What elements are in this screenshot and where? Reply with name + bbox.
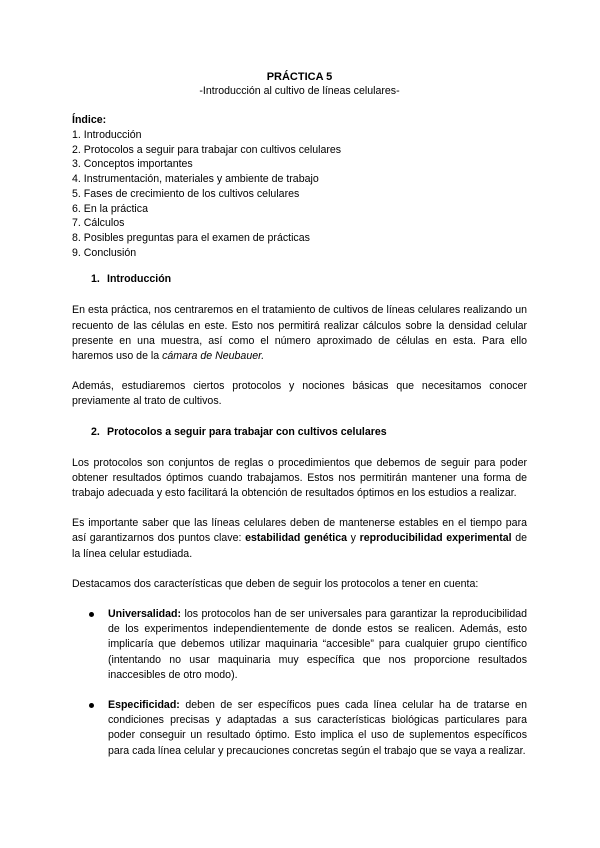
index-item: 4. Instrumentación, materiales y ambiente de trabajo [72,173,319,186]
bullet-term: Especificidad: [108,698,180,711]
index-item: 3. Conceptos importantes [72,158,193,171]
document-subtitle: -Introducción al cultivo de líneas celulares- [199,85,400,97]
bullet-paragraph [108,607,527,683]
section-heading-protocolos [91,425,527,439]
index-item: 6. En la práctica [72,202,148,215]
section-number: 2. [91,425,100,438]
list-item [72,607,527,683]
index-item: 9. Conclusión [72,246,137,259]
intro-paragraph-2: Además, estudiaremos ciertos protocolos y nociones básicas que necesitamos conocer previamente al trato de cultivos. [72,380,527,408]
key-term: estabilidad genética [245,532,348,545]
intro-paragraph-1 [72,303,527,364]
index-item: 8. Posibles preguntas para el examen de prácticas [72,231,310,244]
index-item: 1. Introducción [72,129,142,141]
bullet-text: los protocolos han de ser universales para garantizar la reproducibilidad de los experimentos independientemente de donde estos se realicen. Además, esto implicaría que debemos utilizar maquinaria “accesible” para cualquier grupo científico (intentando no usar maquinaria muy específica que nos proporcione resultados inaccesibles de otro modo). [108,607,527,681]
document-title: PRÁCTICA 5 [266,71,333,83]
index-item: 2. Protocolos a seguir para trabajar con cultivos celulares [72,143,342,156]
document-page [72,70,527,774]
section-title: Protocolos a seguir para trabajar con cultivos celulares [107,425,387,438]
protocols-text: de la línea celular estudiada. [72,532,527,560]
protocols-text: y [347,532,360,545]
index-item: 5. Fases de crecimiento de los cultivos celulares [72,187,300,200]
section-title: Introducción [107,273,172,286]
bullet-text: deben de ser específicos pues cada línea celular ha de tratarse en condiciones precisas y adaptadas a sus características biológicas particulares para poder conseguir un resultado óptimo. Esto implica el uso de suplementos específicos para cada línea celular y precauciones concretas según el trabajo que se vaya a realizar. [108,698,527,757]
neubauer-term: cámara de Neubauer. [162,349,265,362]
characteristics-list [72,607,527,759]
section-heading-introduccion [91,272,527,286]
index-heading: Índice: [72,114,107,126]
list-item [72,698,527,759]
bullet-term: Universalidad: [108,607,182,620]
key-term: reproducibilidad experimental [359,532,512,545]
bullet-paragraph [108,698,527,759]
bullet-icon [89,612,94,617]
protocols-paragraph-3: Destacamos dos características que deben de seguir los protocolos a tener en cuenta: [72,577,479,590]
section-number: 1. [91,273,100,286]
index-item: 7. Cálculos [72,217,125,230]
bullet-icon [89,703,94,708]
protocols-paragraph-2 [72,516,527,562]
index-list [72,128,527,260]
protocols-text: Es importante saber que las líneas celulares deben de mantenerse estables en el tiempo para así garantizarnos dos puntos clave: [72,517,527,545]
intro-text: En esta práctica, nos centraremos en el tratamiento de cultivos de líneas celulares realizando un recuento de las células en este. Esto nos permitirá realizar cálculos sobre la densidad celular presente en una muestra, así como el número aproximado de células en esta. Para ello haremos uso de la [72,304,527,362]
protocols-paragraph-1: Los protocolos son conjuntos de reglas o procedimientos que debemos de seguir para poder obtener resultados óptimos cuando trabajamos. Estos nos permitirán mantener una forma de trabajo adecuada y esto facilitará la obtención de resultados óptimos en los estudios a realizar. [72,456,527,499]
